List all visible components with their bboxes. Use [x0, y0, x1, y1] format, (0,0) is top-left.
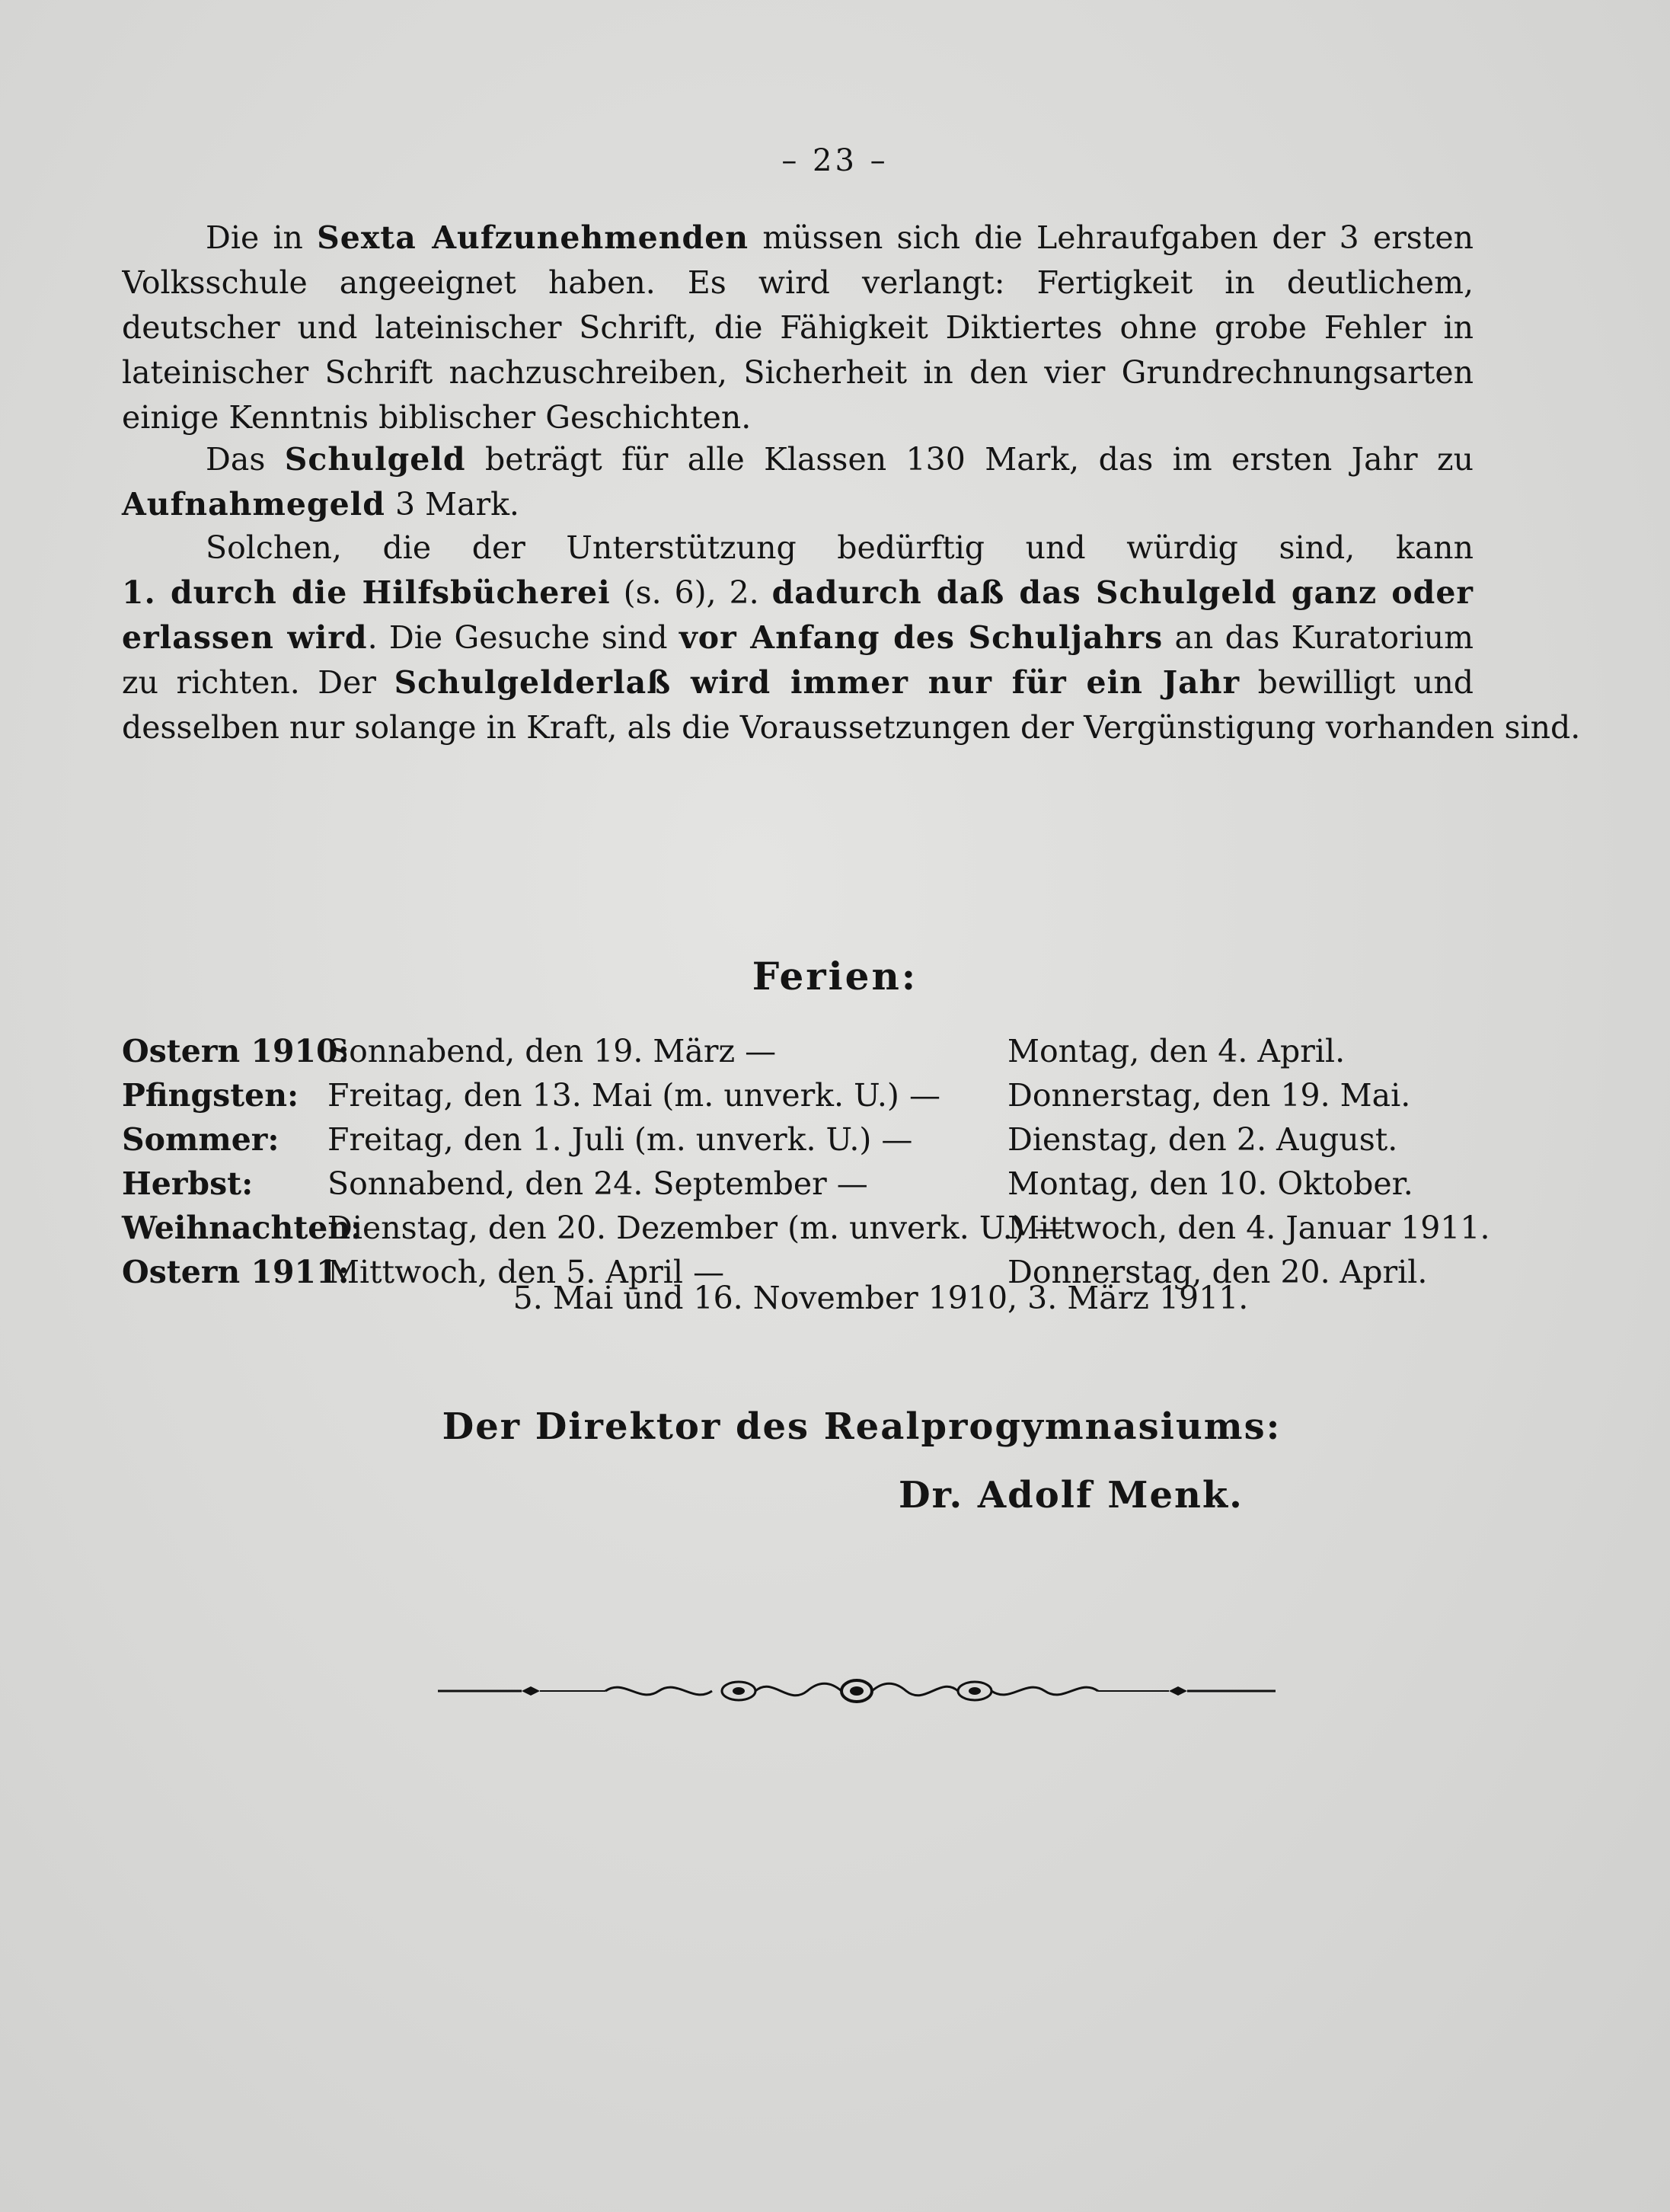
holiday-label: Weihnachten:	[122, 1210, 362, 1246]
paragraph-fee-relief	[122, 526, 1581, 750]
ornament-divider-icon	[438, 1672, 1276, 1710]
text-line: 1. durch die Hilfsbücherei (s. 6), 2. dadurch daß das Schulgeld ganz oder	[122, 574, 1474, 611]
text-line: desselben nur solange in Kraft, als die Voraussetzungen der Vergünstigung vorhanden sind.	[122, 709, 1581, 746]
holiday-start: Freitag, den 13. Mai (m. unverk. U.) —	[327, 1077, 940, 1114]
holiday-end: Dienstag, den 2. August.	[1007, 1121, 1398, 1158]
holiday-label: Ostern 1910:	[122, 1033, 350, 1069]
holiday-row	[122, 1206, 1493, 1250]
holiday-start: Sonnabend, den 24. September —	[327, 1165, 868, 1202]
holiday-end: Montag, den 10. Oktober.	[1007, 1165, 1413, 1202]
text-line: zu richten. Der Schulgelderlaß wird immer nur für ein Jahr bewilligt und	[122, 664, 1474, 701]
text-line: einige Kenntnis biblischer Geschichten.	[122, 399, 752, 436]
text-line: erlassen wird. Die Gesuche sind vor Anfang des Schuljahrs an das Kuratorium	[122, 619, 1474, 656]
text-line: Das Schulgeld beträgt für alle Klassen 130 Mark, das im ersten Jahr zu	[206, 441, 1474, 478]
holiday-row	[122, 1073, 1493, 1117]
holiday-end: Montag, den 4. April.	[1007, 1033, 1346, 1069]
text-line: Solchen, die der Unterstützung bedürftig und würdig sind, kann	[206, 529, 1474, 566]
paragraph-school-fees	[122, 437, 1474, 527]
holiday-start: Sonnabend, den 19. März —	[327, 1033, 777, 1069]
paragraph-admission-requirements	[122, 216, 1474, 440]
holiday-row	[122, 1162, 1493, 1206]
holiday-label: Sommer:	[122, 1121, 279, 1158]
text-line: lateinischer Schrift nachzuschreiben, Sicherheit in den vier Grundrechnungsarten	[122, 354, 1474, 391]
page-number: – 23 –	[781, 143, 889, 178]
holiday-end: Mittwoch, den 4. Januar 1911.	[1007, 1210, 1490, 1246]
holiday-label: Herbst:	[122, 1165, 254, 1202]
holiday-row	[122, 1029, 1493, 1073]
holidays-table	[122, 1029, 1493, 1294]
additional-holidays: 5. Mai und 16. November 1910, 3. März 1911.	[512, 1280, 1249, 1316]
text-line: deutscher und lateinischer Schrift, die Fähigkeit Diktiertes ohne grobe Fehler in	[122, 309, 1474, 346]
holiday-row	[122, 1117, 1493, 1162]
signature-title: Der Direktor des Realprogymnasiums:	[442, 1405, 1282, 1448]
holidays-heading: Ferien:	[752, 954, 918, 999]
holiday-end: Donnerstag, den 19. Mai.	[1007, 1077, 1411, 1114]
holiday-label: Ostern 1911:	[122, 1254, 350, 1290]
holiday-start: Mittwoch, den 5. April —	[327, 1254, 725, 1290]
text-line: Die in Sexta Aufzunehmenden müssen sich die Lehraufgaben der 3 ersten	[206, 219, 1474, 256]
signature-name: Dr. Adolf Menk.	[899, 1474, 1244, 1517]
holiday-start: Freitag, den 1. Juli (m. unverk. U.) —	[327, 1121, 913, 1158]
holiday-label: Pfingsten:	[122, 1077, 299, 1114]
holiday-end: Donnerstag, den 20. April.	[1007, 1254, 1428, 1290]
holiday-start: Dienstag, den 20. Dezember (m. unverk. U.) —	[327, 1210, 1066, 1246]
text-line: Volksschule angeeignet haben. Es wird verlangt: Fertigkeit in deutlichem,	[122, 264, 1474, 301]
text-line: Aufnahmegeld 3 Mark.	[122, 486, 519, 523]
